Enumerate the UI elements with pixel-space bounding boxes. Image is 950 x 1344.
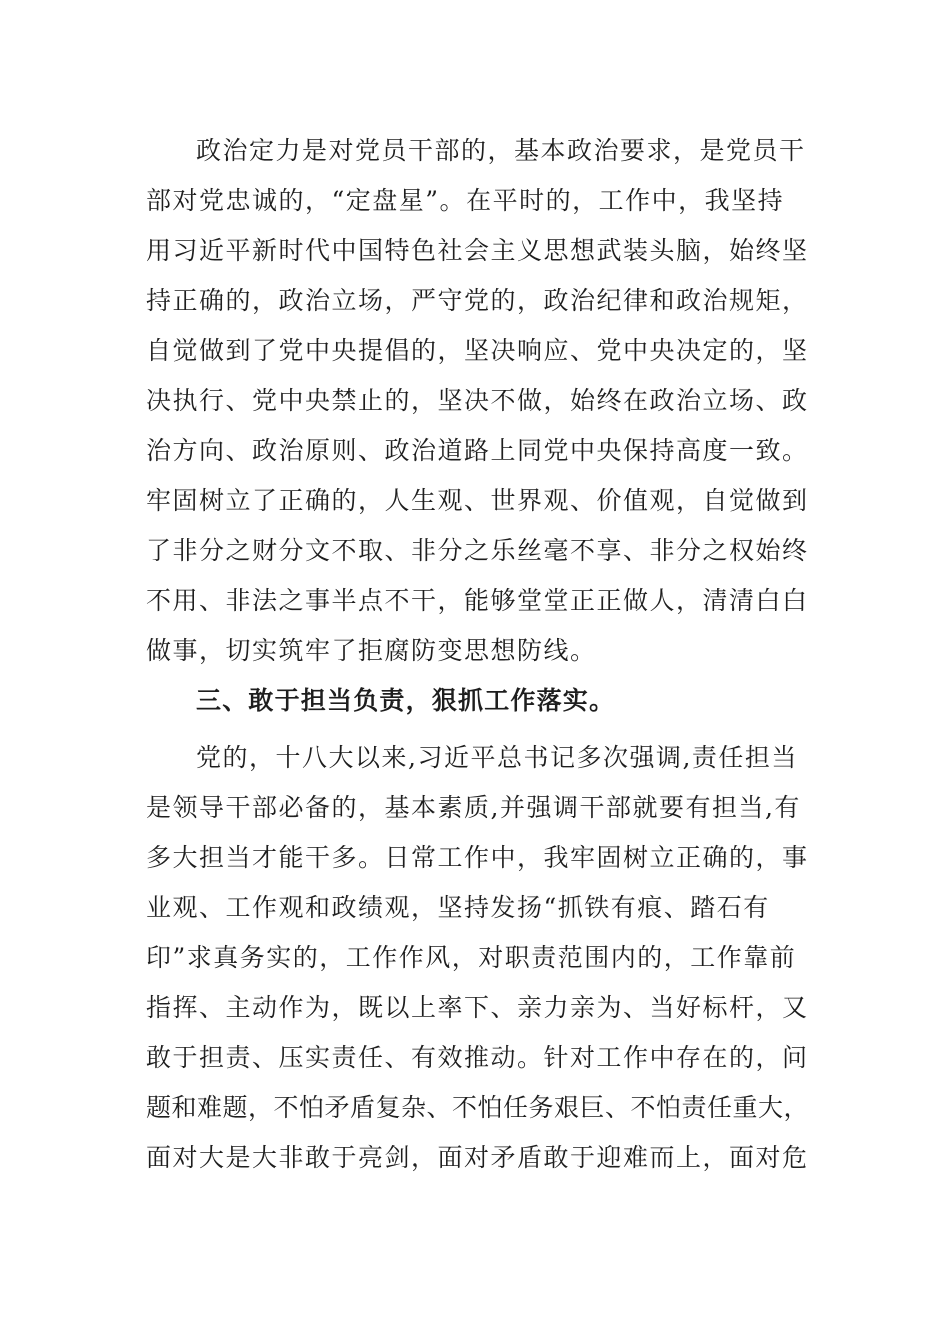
paragraph-1-line: 部对党忠诚的，“定盘星”。在平时的，工作中，我坚持 [146, 186, 785, 215]
paragraph-1-line: 决执行、党中央禁止的，坚决不做，始终在政治立场、政 [146, 386, 809, 415]
paragraph-1-line: 用习近平新时代中国特色社会主义思想武装头脑，始终坚 [146, 236, 809, 265]
paragraph-2-line: 指挥、主动作为，既以上率下、亲力亲为、当好标杆，又 [146, 993, 809, 1022]
paragraph-2-line: 是领导干部必备的，基本素质,并强调干部就要有担当,有 [146, 793, 801, 822]
paragraph-1-line: 做事，切实筑牢了拒腐防变思想防线。 [146, 636, 597, 665]
paragraph-1-line: 持正确的，政治立场，严守党的，政治纪律和政治规矩， [146, 286, 809, 315]
section-heading: 三、敢于担当负责，狠抓工作落实。 [196, 686, 616, 715]
paragraph-2-line: 印”求真务实的，工作作风，对职责范围内的，工作靠前 [146, 943, 797, 972]
paragraph-2-line: 多大担当才能干多。日常工作中，我牢固树立正确的，事 [146, 843, 809, 872]
paragraph-1-line: 治方向、政治原则、政治道路上同党中央保持高度一致。 [146, 436, 809, 465]
paragraph-2-line: 党的，十八大以来,习近平总书记多次强调,责任担当 [196, 743, 798, 772]
paragraph-2-line: 题和难题，不怕矛盾复杂、不怕任务艰巨、不怕责任重大， [146, 1093, 810, 1122]
paragraph-1-line: 牢固树立了正确的，人生观、世界观、价值观，自觉做到 [146, 486, 809, 515]
paragraph-1-line: 自觉做到了党中央提倡的，坚决响应、党中央决定的，坚 [146, 336, 809, 365]
paragraph-2-line: 业观、工作观和政绩观，坚持发扬“抓铁有痕、踏石有 [146, 893, 770, 922]
paragraph-1-line: 不用、非法之事半点不干，能够堂堂正正做人，清清白白 [146, 586, 809, 615]
paragraph-1-line: 了非分之财分文不取、非分之乐丝毫不享、非分之权始终 [146, 536, 809, 565]
paragraph-2-line: 面对大是大非敢于亮剑，面对矛盾敢于迎难而上，面对危 [146, 1143, 809, 1172]
paragraph-1-line: 政治定力是对党员干部的，基本政治要求，是党员干 [196, 136, 806, 165]
paragraph-2-line: 敢于担责、压实责任、有效推动。针对工作中存在的，问 [146, 1043, 809, 1072]
